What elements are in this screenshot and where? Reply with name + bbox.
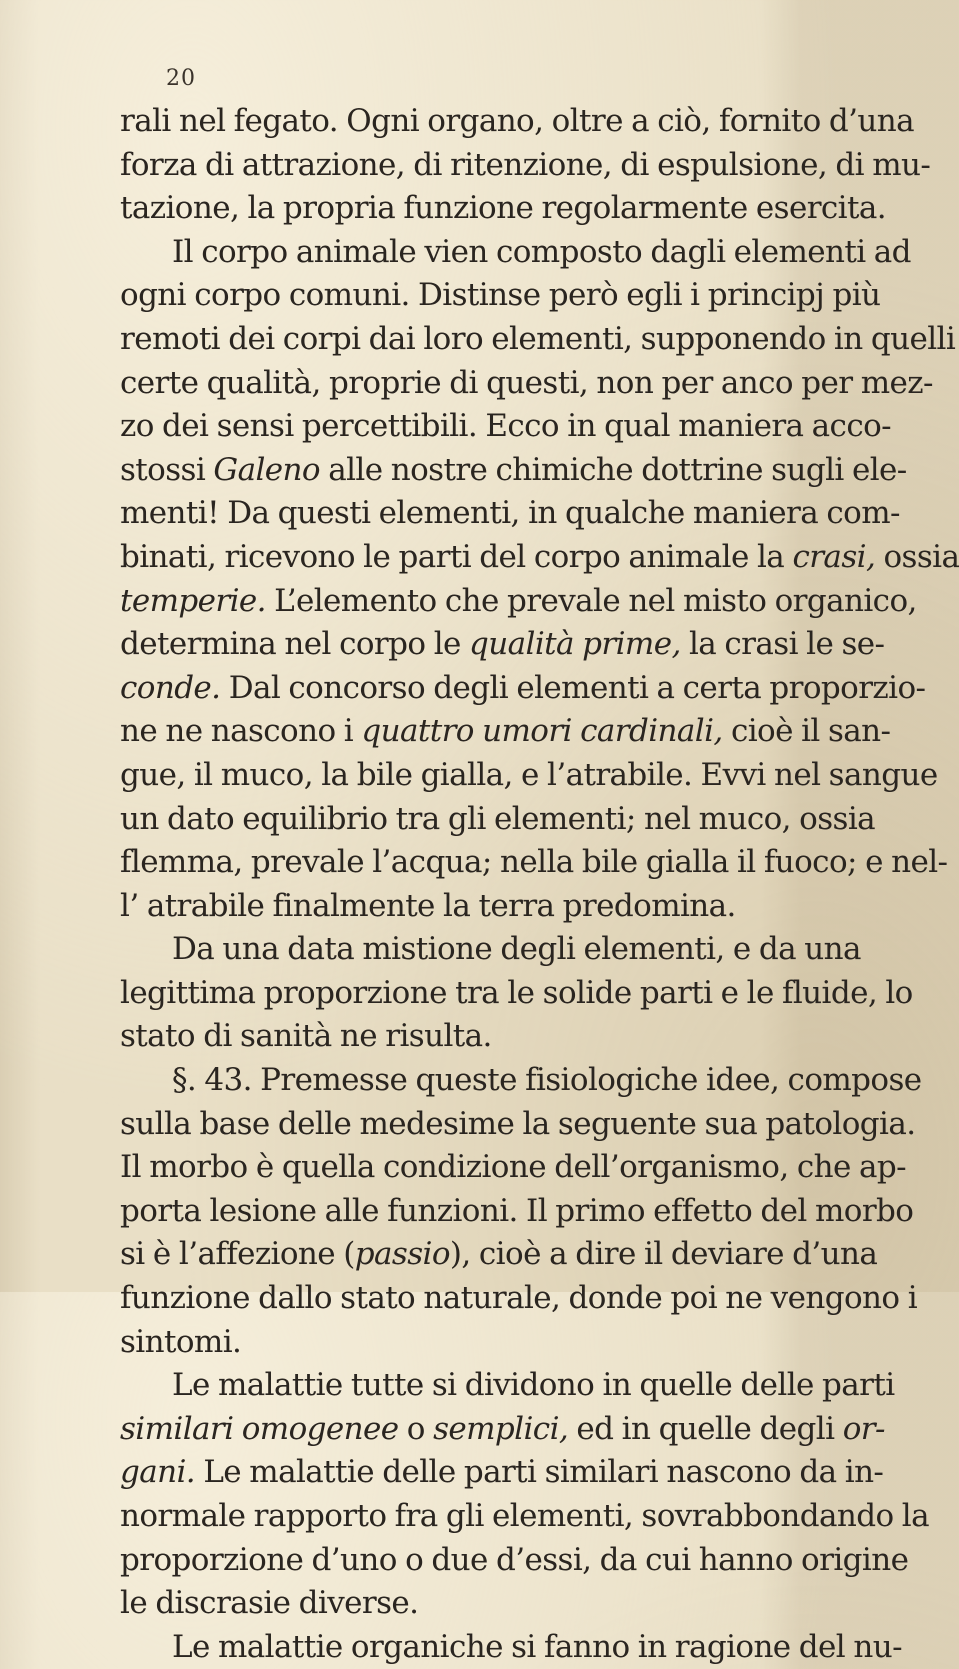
italic-term: similari omogenee bbox=[120, 1410, 399, 1447]
paragraph-start-line: Le malattie organiche si fanno in ragione del nu- bbox=[172, 1628, 902, 1665]
text-line: le discrasie diverse. bbox=[120, 1585, 419, 1622]
text-line: sulla base delle medesime la seguente sua patologia. bbox=[120, 1105, 916, 1142]
text-line: remoti dei corpi dai loro elementi, supponendo in quelli bbox=[120, 320, 956, 357]
text-line: gue, il muco, la bile gialla, e l’atrabile. Evvi nel sangue bbox=[120, 756, 938, 793]
text-line: gani. Le malattie delle parti similari nascono da in- bbox=[120, 1454, 884, 1491]
text-line: stato di sanità ne risulta. bbox=[120, 1018, 492, 1055]
paragraph-start-line: Il corpo animale vien composto dagli elementi ad bbox=[172, 233, 911, 270]
text-line: similari omogenee o semplici, ed in quelle degli or- bbox=[120, 1410, 885, 1447]
italic-term: crasi, bbox=[792, 538, 876, 575]
italic-term: conde. bbox=[120, 669, 221, 706]
italic-term: passio bbox=[354, 1236, 450, 1273]
text-line: legittima proporzione tra le solide parti e le fluide, lo bbox=[120, 974, 913, 1011]
text-line: porta lesione alle funzioni. Il primo effetto del morbo bbox=[120, 1192, 914, 1229]
text-line: menti! Da questi elementi, in qualche maniera com- bbox=[120, 495, 900, 532]
text-line: sintomi. bbox=[120, 1323, 242, 1360]
text-line: si è l’affezione (passio), cioè a dire il deviare d’una bbox=[120, 1236, 878, 1273]
text-line: tazione, la propria funzione regolarmente esercita. bbox=[120, 190, 886, 227]
italic-term: Galeno bbox=[213, 451, 320, 488]
text-line: stossi Galeno alle nostre chimiche dottrine sugli ele- bbox=[120, 451, 907, 488]
text-line: rali nel fegato. Ogni organo, oltre a ciò, fornito d’una bbox=[120, 103, 914, 139]
page-number: 20 bbox=[166, 66, 196, 91]
body-text bbox=[120, 100, 959, 1669]
paragraph-start-line: Da una data mistione degli elementi, e da una bbox=[172, 931, 861, 968]
text-line: l’ atrabile finalmente la terra predomina. bbox=[120, 887, 736, 924]
text-line: conde. Dal concorso degli elementi a certa proporzio- bbox=[120, 669, 926, 706]
paragraph-start-line: Le malattie tutte si dividono in quelle delle parti bbox=[172, 1367, 895, 1404]
italic-term: qualità prime, bbox=[469, 626, 681, 663]
text-line: Il morbo è quella condizione dell’organismo, che ap- bbox=[120, 1149, 906, 1186]
text-line: zo dei sensi percettibili. Ecco in qual maniera acco- bbox=[120, 408, 892, 445]
text-line: proporzione d’uno o due d’essi, da cui hanno origine bbox=[120, 1541, 909, 1578]
italic-term: or- bbox=[842, 1410, 885, 1447]
text-line: certe qualità, proprie di questi, non per anco per mez- bbox=[120, 364, 933, 401]
italic-term: temperie. bbox=[120, 582, 266, 619]
italic-term: quattro umori cardinali, bbox=[361, 713, 723, 750]
text-line: ne ne nascono i quattro umori cardinali, cioè il san- bbox=[120, 713, 891, 750]
text-line: un dato equilibrio tra gli elementi; nel muco, ossia bbox=[120, 800, 876, 837]
text-line: funzione dallo stato naturale, donde poi ne vengono i bbox=[120, 1280, 918, 1317]
italic-term: gani. bbox=[120, 1454, 196, 1491]
text-line: temperie. L’elemento che prevale nel misto organico, bbox=[120, 582, 917, 619]
italic-term: semplici, bbox=[433, 1410, 569, 1447]
text-line: forza di attrazione, di ritenzione, di espulsione, di mu- bbox=[120, 146, 931, 183]
section-start-line: §. 43. Premesse queste fisiologiche idee, compose bbox=[172, 1062, 922, 1099]
text-line: binati, ricevono le parti del corpo animale la crasi, ossia bbox=[120, 538, 959, 575]
text-line: ogni corpo comuni. Distinse però egli i principj più bbox=[120, 277, 881, 314]
text-line: normale rapporto fra gli elementi, sovrabbondando la bbox=[120, 1498, 929, 1534]
text-line: flemma, prevale l’acqua; nella bile gialla il fuoco; e nel- bbox=[120, 844, 948, 881]
text-line: determina nel corpo le qualità prime, la crasi le se- bbox=[120, 626, 885, 663]
